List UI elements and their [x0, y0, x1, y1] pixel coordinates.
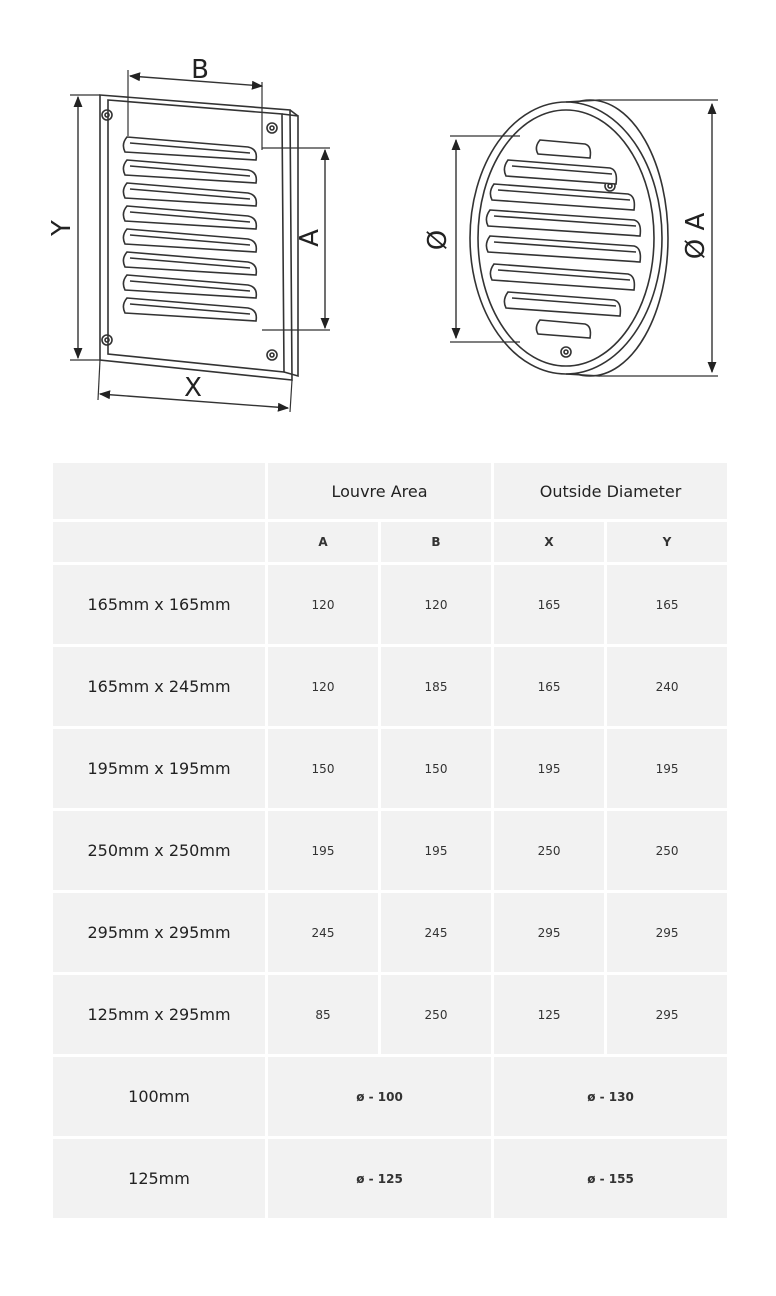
row-size-label: 195mm x 195mm: [53, 729, 265, 808]
cell-b: 250: [381, 975, 491, 1054]
dim-label-a: A: [295, 229, 325, 247]
dim-label-outer-diameter: Ø A: [681, 212, 711, 260]
dim-label-y: Y: [47, 220, 77, 236]
row-size-label: 125mm x 295mm: [53, 975, 265, 1054]
round-vent: [450, 100, 718, 376]
table-row-round: [53, 1057, 727, 1136]
cell-x: 165: [494, 565, 604, 644]
row-size-label: 165mm x 245mm: [53, 647, 265, 726]
header-empty-cell: [53, 463, 265, 519]
table-row: [53, 975, 727, 1054]
cell-y: 250: [607, 811, 727, 890]
cell-louvre-diameter: ø - 100: [268, 1057, 491, 1136]
size-specification-table: [50, 460, 730, 1221]
cell-b: 195: [381, 811, 491, 890]
row-size-label: 250mm x 250mm: [53, 811, 265, 890]
cell-a: 85: [268, 975, 378, 1054]
cell-a: 120: [268, 565, 378, 644]
table-row: [53, 647, 727, 726]
cell-x: 165: [494, 647, 604, 726]
subheader-y: Y: [607, 522, 727, 562]
cell-x: 250: [494, 811, 604, 890]
subheader-b: B: [381, 522, 491, 562]
row-size-label: 295mm x 295mm: [53, 893, 265, 972]
vent-dimension-drawing: [0, 0, 776, 440]
cell-a: 120: [268, 647, 378, 726]
cell-b: 150: [381, 729, 491, 808]
subheader-x: X: [494, 522, 604, 562]
square-vent: [70, 70, 330, 412]
cell-y: 165: [607, 565, 727, 644]
table-sub-header-row: [53, 522, 727, 562]
cell-x: 125: [494, 975, 604, 1054]
cell-b: 245: [381, 893, 491, 972]
header-outside-diameter: Outside Diameter: [494, 463, 727, 519]
header-louvre-area: Louvre Area: [268, 463, 491, 519]
cell-y: 195: [607, 729, 727, 808]
row-size-label: 125mm: [53, 1139, 265, 1218]
dim-label-b: B: [191, 55, 209, 85]
cell-a: 150: [268, 729, 378, 808]
cell-outside-diameter: ø - 130: [494, 1057, 727, 1136]
dim-label-x: X: [184, 373, 202, 403]
cell-x: 295: [494, 893, 604, 972]
row-size-label: 165mm x 165mm: [53, 565, 265, 644]
table-group-header-row: [53, 463, 727, 519]
cell-x: 195: [494, 729, 604, 808]
table-row: [53, 565, 727, 644]
table-row-round: [53, 1139, 727, 1218]
cell-y: 295: [607, 975, 727, 1054]
subheader-a: A: [268, 522, 378, 562]
cell-a: 245: [268, 893, 378, 972]
subheader-empty-cell: [53, 522, 265, 562]
cell-y: 240: [607, 647, 727, 726]
table-row: [53, 893, 727, 972]
cell-b: 120: [381, 565, 491, 644]
cell-louvre-diameter: ø - 125: [268, 1139, 491, 1218]
cell-a: 195: [268, 811, 378, 890]
cell-y: 295: [607, 893, 727, 972]
cell-outside-diameter: ø - 155: [494, 1139, 727, 1218]
dim-label-inner-diameter: Ø: [423, 229, 453, 251]
cell-b: 185: [381, 647, 491, 726]
table-row: [53, 729, 727, 808]
row-size-label: 100mm: [53, 1057, 265, 1136]
table-row: [53, 811, 727, 890]
